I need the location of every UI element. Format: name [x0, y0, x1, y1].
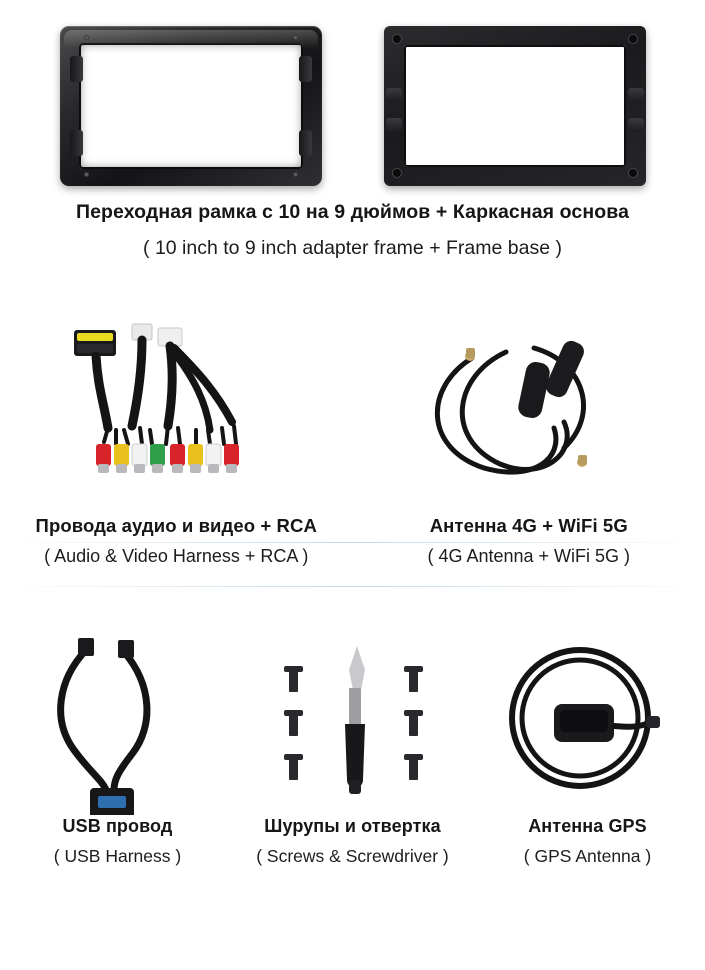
caption-ru: USB провод: [62, 816, 173, 836]
screwdriver-illustration: [253, 630, 453, 815]
caption-en: ( GPS Antenna ): [523, 845, 652, 866]
caption-ru: Переходная рамка с 10 на 9 дюймов + Каркасная основа: [75, 201, 630, 223]
item-antenna-4g-wifi: [353, 300, 705, 620]
gps-antenna-illustration: [488, 630, 688, 815]
mount-hole-icon: [629, 35, 637, 43]
caption-ru: Шурупы и отвертка: [264, 816, 441, 836]
frame-notch-icon: [299, 56, 312, 82]
frame-tab-icon: [386, 88, 402, 102]
frame-notch-icon: [70, 56, 83, 82]
caption-gps-antenna: [524, 815, 651, 867]
frame-screw-icon: [293, 35, 298, 40]
frame-screw-icon: [84, 172, 89, 177]
frame-gloss-highlight: [64, 30, 318, 48]
mount-hole-icon: [393, 169, 401, 177]
caption-ru: Провода аудио и видео + RCA: [35, 515, 317, 536]
decorative-divider: [0, 586, 705, 587]
usb-harness-image: [0, 630, 235, 815]
frame-base-image: [384, 26, 646, 186]
mount-hole-icon: [629, 169, 637, 177]
usb-illustration: [18, 630, 218, 815]
audio-video-harness-image: [0, 318, 353, 508]
section-accessories: [0, 620, 705, 950]
screws-screwdriver-image: [235, 630, 470, 815]
caption-adapter-frame: [0, 200, 705, 261]
frame-screw-icon: [84, 35, 89, 40]
caption-en: ( Screws & Screwdriver ): [256, 845, 449, 866]
caption-en: ( Audio & Video Harness + RCA ): [44, 546, 309, 567]
caption-usb-harness: [54, 815, 181, 867]
caption-en: ( 4G Antenna + WiFi 5G ): [427, 546, 631, 567]
item-audio-video-harness: [0, 300, 353, 620]
frame-notch-icon: [299, 130, 312, 156]
adapter-frame-image: [60, 26, 322, 186]
antenna-4g-wifi-image: [353, 318, 705, 508]
decorative-divider: [0, 542, 705, 543]
caption-antenna-4g-wifi: [427, 514, 630, 568]
antenna-illustration: [414, 318, 644, 498]
caption-screws-screwdriver: [256, 815, 449, 867]
caption-en: ( USB Harness ): [53, 845, 182, 866]
item-usb-harness: [0, 630, 235, 950]
caption-ru: Антенна GPS: [528, 816, 647, 836]
frame-tab-icon: [628, 88, 644, 102]
item-gps-antenna: [470, 630, 705, 950]
frame-notch-icon: [70, 130, 83, 156]
harness-illustration: [46, 318, 306, 498]
caption-audio-video-harness: [36, 514, 317, 568]
frame-screw-icon: [293, 172, 298, 177]
caption-ru: Антенна 4G + WiFi 5G: [429, 515, 628, 536]
section-harness-antenna: [0, 300, 705, 620]
frame-tab-icon: [628, 118, 644, 132]
caption-en: ( 10 inch to 9 inch adapter frame + Frame base ): [143, 237, 562, 260]
frames-row: [0, 0, 705, 190]
frame-tab-icon: [386, 118, 402, 132]
item-screws-screwdriver: [235, 630, 470, 950]
mount-hole-icon: [393, 35, 401, 43]
section-frames: [0, 0, 705, 300]
gps-antenna-image: [470, 630, 705, 815]
